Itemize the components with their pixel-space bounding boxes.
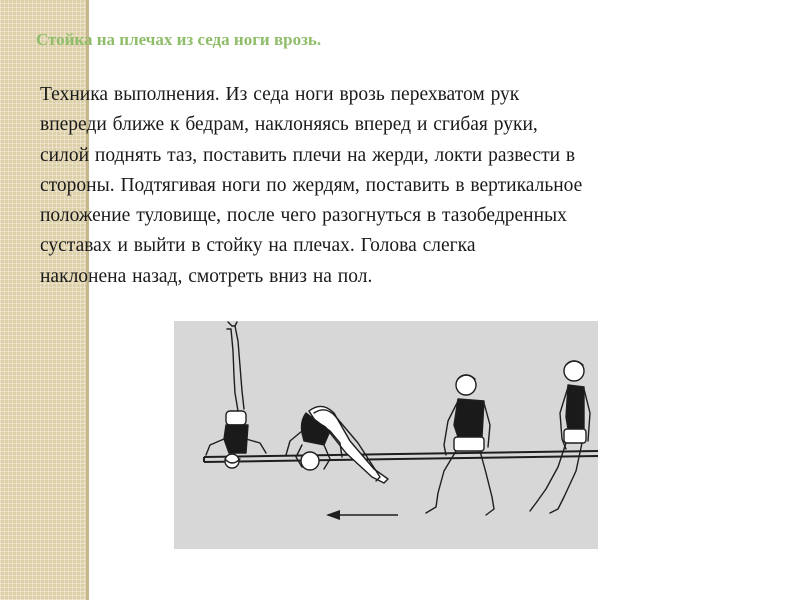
gymnast-figure-pike-lift <box>286 406 388 483</box>
technique-text <box>40 80 756 292</box>
text-line: суставах и выйти в стойку на плечах. Голова слегка <box>40 235 476 257</box>
text-line: стороны. Подтягивая ноги по жердям, поставить в вертикальное <box>40 174 583 196</box>
parallel-bars <box>204 451 598 462</box>
text-line: Техника выполнения. Из седа ноги врозь перехватом рук <box>40 84 520 105</box>
gymnast-figure-straddle-grip <box>426 375 494 515</box>
text-line: наклонена назад, смотреть вниз на пол. <box>40 265 373 287</box>
left-arrow-icon <box>326 510 398 520</box>
text-line: положение туловище, после чего разогнуться в тазобедренных <box>40 205 567 227</box>
text-line: впереди ближе к бедрам, наклоняясь вперед и сгибая руки, <box>40 114 538 136</box>
slide-title: Стойка на плечах из седа ноги врозь. <box>36 30 322 49</box>
gymnastics-illustration <box>174 321 598 549</box>
gymnast-figure-seated-start <box>530 361 590 513</box>
text-line: силой поднять таз, поставить плечи на жерди, локти развести в <box>40 144 576 166</box>
gymnast-figure-shoulder-stand <box>206 322 266 468</box>
